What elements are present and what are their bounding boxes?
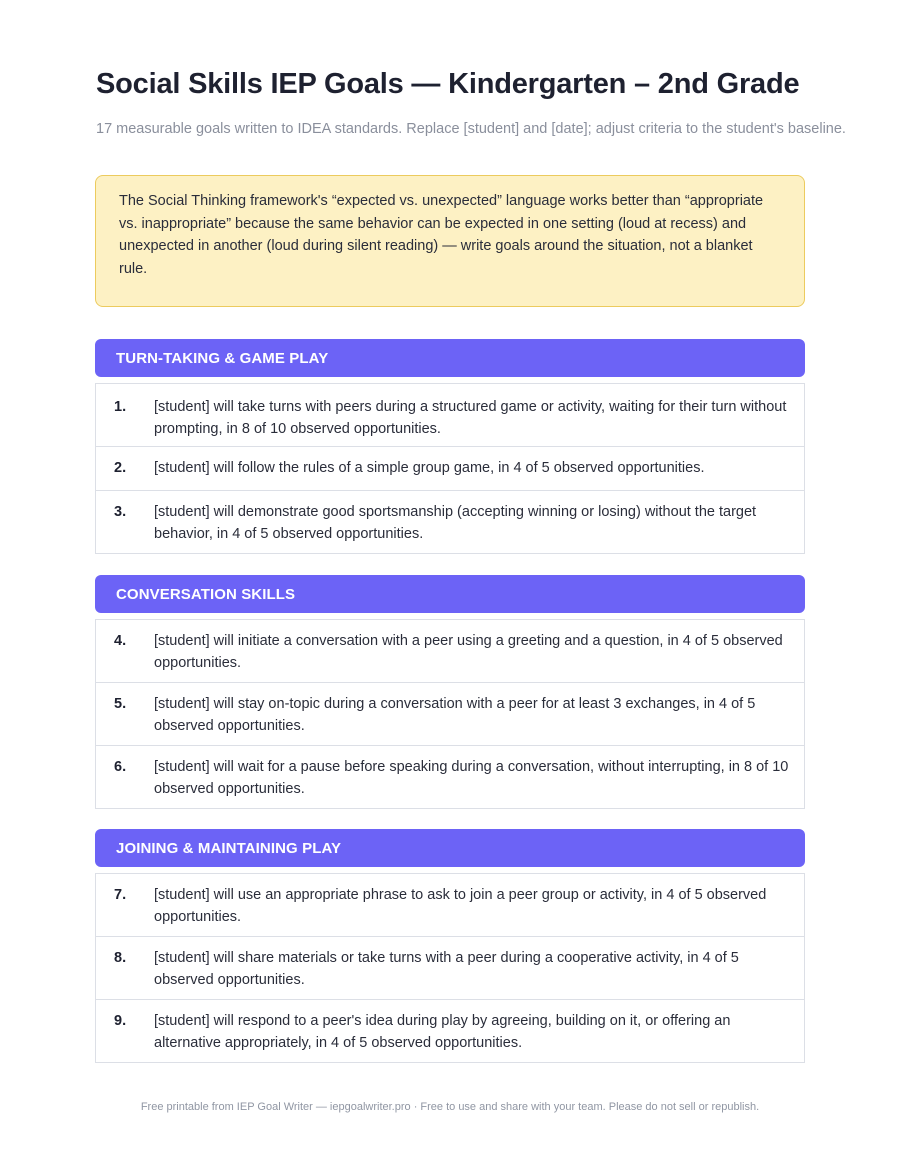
goal-number: 6.: [114, 759, 127, 775]
goal-text: [student] will share materials or take turns with a peer during a cooperative activity, in 4 of 5 observed opportunities.: [154, 950, 739, 988]
goal-row: [95, 683, 805, 746]
page-subtitle: 17 measurable goals written to IDEA standards. Replace [student] and [date]; adjust criteria to the student's baseline.: [96, 121, 846, 137]
goal-text: [student] will initiate a conversation with a peer using a greeting and a question, in 4 of 5 observed opportunities.: [154, 633, 783, 671]
goal-row: [95, 619, 805, 683]
goal-number: 8.: [114, 950, 127, 966]
goal-text: [student] will wait for a pause before speaking during a conversation, without interrupting, in 8 of 10 observed opportunities.: [154, 759, 789, 797]
page-footer: Free printable from IEP Goal Writer — iepgoalwriter.pro · Free to use and share with your team. Please do not sell or republish.: [140, 1101, 760, 1113]
goal-list-conversation: [95, 619, 805, 809]
page-title: Social Skills IEP Goals — Kindergarten – 2nd Grade: [96, 68, 800, 100]
section-heading-joining-play: JOINING & MAINTAINING PLAY: [95, 829, 805, 867]
goal-row: [95, 1000, 805, 1063]
goal-list-joining-play: [95, 873, 805, 1063]
goal-text: [student] will use an appropriate phrase to ask to join a peer group or activity, in 4 of 5 observed opportunities.: [154, 887, 767, 925]
goal-number: 1.: [114, 399, 127, 415]
goal-text: [student] will respond to a peer's idea during play by agreeing, building on it, or offering an alternative appropriately, in 4 of 5 observed opportunities.: [154, 1013, 731, 1051]
goal-row: [95, 491, 805, 554]
goal-row: [95, 746, 805, 809]
goal-text: [student] will take turns with peers during a structured game or activity, waiting for their turn without prompting, in 8 of 10 observed opportunities.: [154, 399, 787, 437]
goal-row: [95, 447, 805, 491]
goal-list-turn-taking: [95, 383, 805, 554]
goal-number: 5.: [114, 696, 127, 712]
goal-row: [95, 937, 805, 1000]
goal-text: [student] will stay on-topic during a conversation with a peer for at least 3 exchanges, in 4 of 5 observed opportunities.: [154, 696, 756, 734]
goal-row: [95, 383, 805, 447]
goal-number: 4.: [114, 633, 127, 649]
section-heading-turn-taking: TURN-TAKING & GAME PLAY: [95, 339, 805, 377]
goal-text: [student] will demonstrate good sportsmanship (accepting winning or losing) without the target behavior, in 4 of 5 observed opportunities.: [154, 504, 757, 542]
goal-number: 7.: [114, 887, 127, 903]
goal-text: [student] will follow the rules of a simple group game, in 4 of 5 observed opportunities.: [154, 460, 705, 476]
section-heading-conversation: CONVERSATION SKILLS: [95, 575, 805, 613]
goal-number: 9.: [114, 1013, 127, 1029]
goal-number: 2.: [114, 460, 127, 476]
tip-callout: The Social Thinking framework's “expected vs. unexpected” language works better than “appropriate vs. inappropriate” because the same behavior can be expected in one setting (loud at recess) and unexpected in another (loud during silent reading) — write goals around the situation, not a blanket rule.: [95, 175, 805, 307]
goal-number: 3.: [114, 504, 127, 520]
goal-row: [95, 873, 805, 937]
